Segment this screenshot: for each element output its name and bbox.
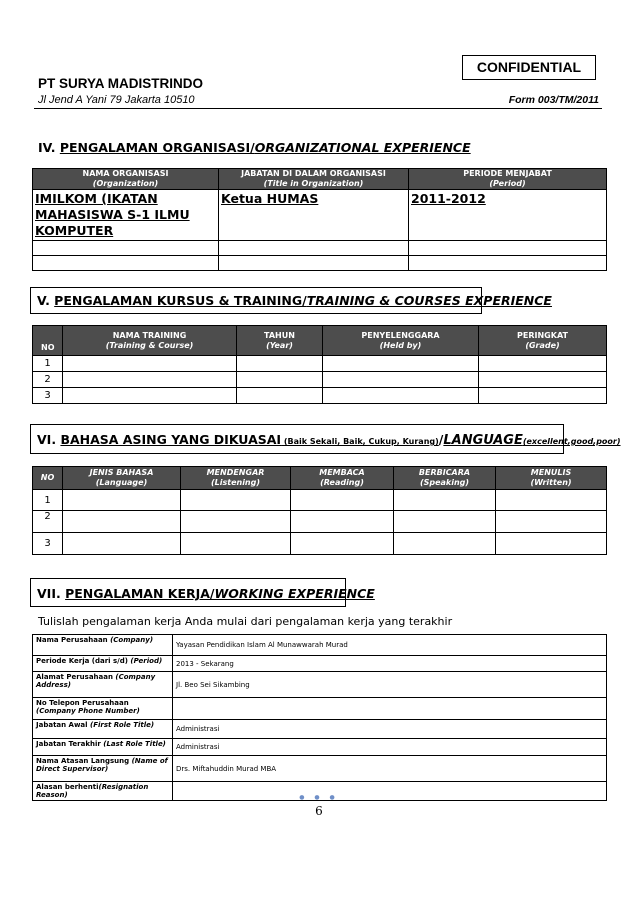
- speaking-cell[interactable]: [394, 533, 496, 555]
- company-name: PT SURYA MADISTRINDO: [38, 76, 204, 91]
- col-language: JENIS BAHASA (Language): [63, 467, 181, 490]
- training-year-cell[interactable]: [237, 372, 323, 388]
- ornament-dots: ● ● ●: [299, 794, 339, 801]
- row-number: 1: [33, 490, 63, 511]
- company-phone-label: No Telepon Perusahaan (Company Phone Number): [33, 698, 173, 720]
- col-no: NO: [33, 326, 63, 356]
- training-name-cell[interactable]: [63, 356, 237, 372]
- section-7-title: VII. PENGALAMAN KERJA/WORKING EXPERIENCE: [30, 578, 346, 607]
- org-period-cell[interactable]: 2011-2012: [409, 190, 607, 241]
- org-name-cell[interactable]: [33, 241, 219, 256]
- col-no: NO: [33, 467, 63, 490]
- training-name-cell[interactable]: [63, 388, 237, 404]
- table-row: [33, 756, 607, 782]
- row-number: 2: [33, 511, 63, 533]
- org-name-cell[interactable]: [33, 256, 219, 271]
- supervisor-label: Nama Atasan Langsung (Name of Direct Supervisor): [33, 756, 173, 782]
- confidential-label: CONFIDENTIAL: [462, 55, 596, 80]
- language-table: [32, 466, 607, 555]
- period-value[interactable]: 2013 - Sekarang: [173, 656, 607, 672]
- table-row: [33, 256, 607, 271]
- training-held-by-cell[interactable]: [323, 388, 479, 404]
- row-number: 2: [33, 372, 63, 388]
- form-number: Form 003/TM/2011: [508, 94, 599, 106]
- company-address-value[interactable]: Jl. Beo Sei Sikambing: [173, 672, 607, 698]
- company-phone-value[interactable]: [173, 698, 607, 720]
- company-name-label: Nama Perusahaan (Company): [33, 635, 173, 656]
- col-training: NAMA TRAINING (Training & Course): [63, 326, 237, 356]
- work-intro-text: Tulislah pengalaman kerja Anda mulai dari pengalaman kerja yang terakhir: [38, 615, 453, 628]
- section-4-title: IV. PENGALAMAN ORGANISASI/ORGANIZATIONAL EXPERIENCE: [38, 140, 471, 155]
- org-period-cell[interactable]: [409, 256, 607, 271]
- work-experience-table: [32, 634, 607, 801]
- reading-cell[interactable]: [291, 490, 394, 511]
- training-grade-cell[interactable]: [479, 356, 607, 372]
- written-cell[interactable]: [496, 490, 607, 511]
- company-name-value[interactable]: Yayasan Pendidikan Islam Al Munawwarah Murad: [173, 635, 607, 656]
- col-reading: MEMBACA (Reading): [291, 467, 394, 490]
- table-row: [33, 490, 607, 511]
- training-name-cell[interactable]: [63, 372, 237, 388]
- table-row: [33, 698, 607, 720]
- speaking-cell[interactable]: [394, 490, 496, 511]
- organization-table: [32, 168, 607, 271]
- org-title-cell[interactable]: [219, 256, 409, 271]
- listening-cell[interactable]: [181, 533, 291, 555]
- col-title: JABATAN DI DALAM ORGANISASI (Title in Organization): [219, 169, 409, 190]
- first-role-label: Jabatan Awal (First Role Title): [33, 720, 173, 739]
- col-held-by: PENYELENGGARA (Held by): [323, 326, 479, 356]
- col-period: PERIODE MENJABAT (Period): [409, 169, 607, 190]
- col-year: TAHUN (Year): [237, 326, 323, 356]
- company-address: Jl Jend A Yani 79 Jakarta 10510: [38, 94, 195, 106]
- org-period-cell[interactable]: [409, 241, 607, 256]
- training-grade-cell[interactable]: [479, 388, 607, 404]
- training-held-by-cell[interactable]: [323, 356, 479, 372]
- table-row: [33, 511, 607, 533]
- resignation-reason-label: Alasan berhenti(Resignation Reason): [33, 782, 173, 801]
- training-held-by-cell[interactable]: [323, 372, 479, 388]
- period-label: Periode Kerja (dari s/d) (Period): [33, 656, 173, 672]
- listening-cell[interactable]: [181, 511, 291, 533]
- reading-cell[interactable]: [291, 511, 394, 533]
- table-row: [33, 739, 607, 756]
- section-5-title: V. PENGALAMAN KURSUS & TRAINING/TRAINING & COURSES EXPERIENCE: [30, 287, 482, 314]
- first-role-value[interactable]: Administrasi: [173, 720, 607, 739]
- row-number: 3: [33, 388, 63, 404]
- last-role-value[interactable]: Administrasi: [173, 739, 607, 756]
- training-year-cell[interactable]: [237, 388, 323, 404]
- table-row: [33, 533, 607, 555]
- col-listening: MENDENGAR (Listening): [181, 467, 291, 490]
- training-table: [32, 325, 607, 404]
- page-number: 6: [315, 804, 323, 818]
- org-name-cell[interactable]: IMILKOM (IKATAN MAHASISWA S-1 ILMU KOMPUTER: [33, 190, 219, 241]
- col-grade: PERINGKAT (Grade): [479, 326, 607, 356]
- language-name-cell[interactable]: [63, 511, 181, 533]
- reading-cell[interactable]: [291, 533, 394, 555]
- col-written: MENULIS (Written): [496, 467, 607, 490]
- col-speaking: BERBICARA (Speaking): [394, 467, 496, 490]
- org-title-cell[interactable]: Ketua HUMAS: [219, 190, 409, 241]
- table-row: [33, 241, 607, 256]
- company-address-label: Alamat Perusahaan (Company Address): [33, 672, 173, 698]
- last-role-label: Jabatan Terakhir (Last Role Title): [33, 739, 173, 756]
- speaking-cell[interactable]: [394, 511, 496, 533]
- col-organization: NAMA ORGANISASI (Organization): [33, 169, 219, 190]
- table-row: [33, 656, 607, 672]
- table-row: [33, 388, 607, 404]
- org-title-cell[interactable]: [219, 241, 409, 256]
- row-number: 3: [33, 533, 63, 555]
- table-row: [33, 720, 607, 739]
- training-year-cell[interactable]: [237, 356, 323, 372]
- section-6-title: VI. BAHASA ASING YANG DIKUASAI (Baik Sekali, Baik, Cukup, Kurang)/LANGUAGE(excellent,good,poor): [30, 424, 564, 454]
- table-row: [33, 672, 607, 698]
- table-row: [33, 372, 607, 388]
- language-name-cell[interactable]: [63, 490, 181, 511]
- table-row: [33, 356, 607, 372]
- row-number: 1: [33, 356, 63, 372]
- table-row: [33, 635, 607, 656]
- table-row: [33, 190, 607, 241]
- header-divider: [34, 108, 602, 109]
- listening-cell[interactable]: [181, 490, 291, 511]
- written-cell[interactable]: [496, 533, 607, 555]
- training-grade-cell[interactable]: [479, 372, 607, 388]
- written-cell[interactable]: [496, 511, 607, 533]
- language-name-cell[interactable]: [63, 533, 181, 555]
- supervisor-value[interactable]: Drs. Miftahuddin Murad MBA: [173, 756, 607, 782]
